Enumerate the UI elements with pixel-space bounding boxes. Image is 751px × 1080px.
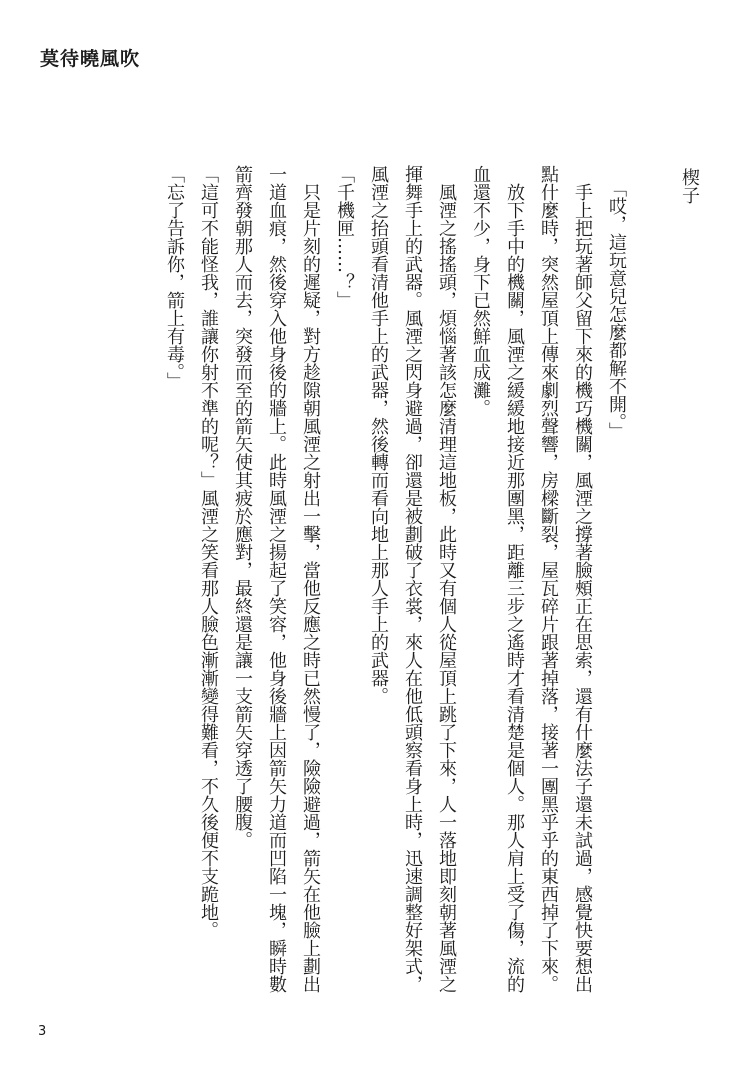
paragraph: 手上把玩著師父留下來的機巧機關，風湮之撐著臉頰正在思索，還有什麼法子還未試過，感覺快要想出點什麼時，突然屋頂上傳來劇烈聲響，房樑斷裂，屋瓦碎片跟著掉落，接著一團黑乎乎的東西掉了下來。 — [538, 165, 593, 993]
page-number: 3 — [38, 1024, 47, 1039]
book-title: 莫待曉風吹 — [40, 48, 141, 70]
paragraph: 只是片刻的遲疑，對方趁隙朝風湮之射出一擊，當他反應之時已然慢了，險險避過，箭矢在他臉上劃出一道血痕，然後穿入他身後的牆上。此時風湮之揚起了笑容，他身後牆上因箭矢力道而凹陷一塊，瞬時數箭齊發朝那人而去，突發而至的箭矢使其疲於應對，最終還是讓一支箭矢穿透了腰腹。 — [232, 165, 321, 993]
paragraph: 風湮之搖搖頭，煩惱著該怎麼清理這地板，此時又有個人從屋頂上跳了下來，人一落地即刻朝著風湮之揮舞手上的武器。風湮之閃身避過，卻還是被劃破了衣裳，來人在他低頭察看身上時，迅速調整好架式，風湮之抬頭看清他手上的武器，然後轉而看向地上那人手上的武器。 — [368, 165, 457, 993]
chapter-title: 楔子 — [679, 168, 700, 204]
body-text — [157, 165, 633, 1005]
paragraph: 「這可不能怪我，誰讓你射不準的呢？」風湮之笑看那人臉色漸漸變得難看，不久後便不支跪地。 — [198, 165, 219, 939]
paragraph: 放下手中的機關，風湮之緩緩地接近那團黑，距離三步之遙時才看清楚是個人。那人肩上受了傷，流的血還不少，身下已然鮮血成灘。 — [470, 165, 525, 993]
paragraph: 「哎，這玩意兒怎麼都解不開。」 — [606, 179, 627, 440]
paragraph: 「千機匣……？」 — [334, 165, 355, 309]
paragraph: 「忘了告訴你，箭上有毒。」 — [164, 165, 185, 390]
